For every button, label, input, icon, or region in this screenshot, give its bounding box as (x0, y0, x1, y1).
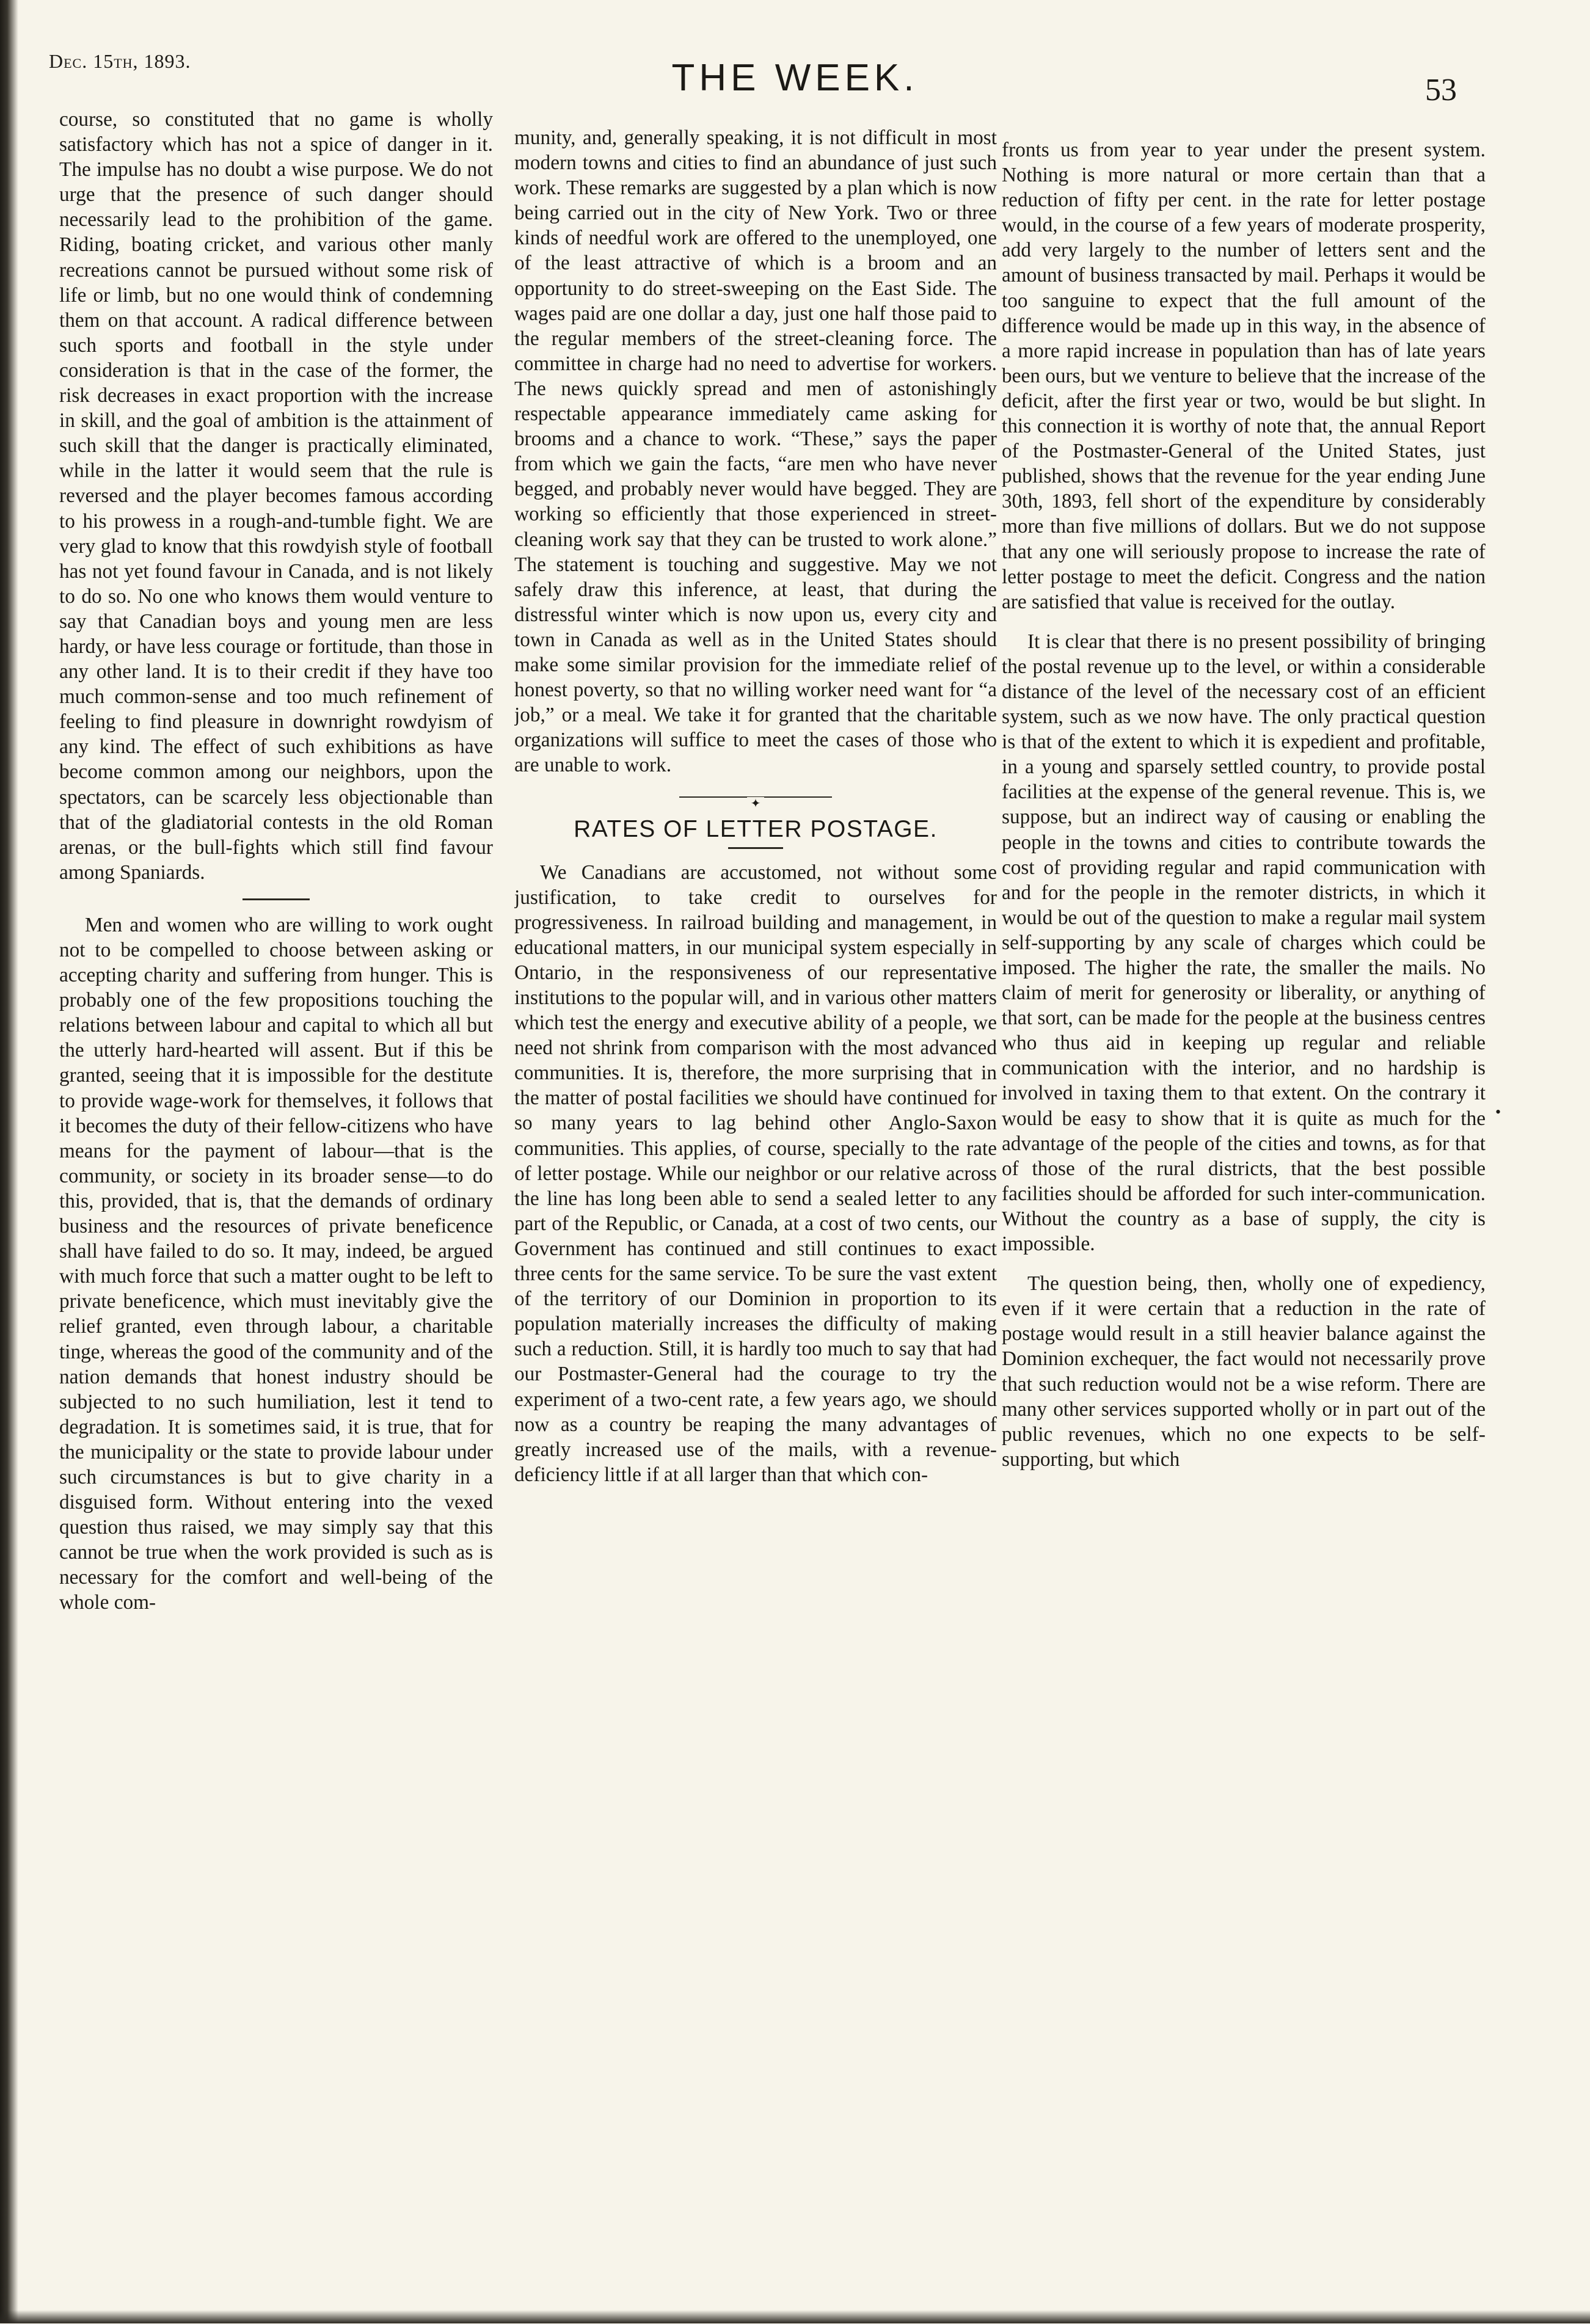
postage-continued-paragraph: fronts us from year to year under the present system. Nothing is more natural or more certain than that a reduction of fifty per cent. in the rate for letter postage would, in the course of a few years of moderate prosperity, add very largely to the number of letters sent and the amount of business transacted by mail. Perhaps it would be too sanguine to expect that the full amount of the difference would be made up in this way, in the absence of a more rapid increase in population than has of late years been ours, but we venture to believe that the increase of the deficit, after the first year or two, would be but slight. In this connection it is worthy of note that, the annual Report of the Postmaster-General of the United States, just published, shows that the revenue for the year ending June 30th, 1893, fell short of the expenditure by considerably more than five millions of dollars. But we do not suppose that any one will seriously propose to increase the rate of letter postage to meet the deficit. Congress and the nation are satisfied that value is received for the outlay. (1002, 139, 1486, 613)
postal-revenue-paragraph: It is clear that there is no present possibility of bringing the postal revenue up to the level, or within a considerable distance of the level of the necessary cost of an efficient system, such as we now have. The only practical question is that of the extent to which it is expedient and profitable, in a young and sparsely settled country, to provide postal facilities at the expense of the general revenue. This is, we suppose, but an indirect way of causing or enabling the people in the towns and cities to contribute towards the cost of providing regular and rapid communication with and for the people in the remoter districts, in which it would be out of the question to make a regular mail system self-supporting by any scale of charges which could be imposed. The higher the rate, the smaller the mails. No claim of merit for generosity or liberality, or anything of that sort, can be made for the people at the business centres who thus aid in keeping up regular and reliable communication with the interior, and no hardship is involved in taxing them to that extent. On the contrary it would be easy to show that it is quite as much for the advantage of the people of the cities and towns, as for that of those of the rural districts, that the best possible facilities should be afforded for such inter-communication. Without the country as a base of supply, the city is impossible. (1002, 630, 1486, 1256)
publication-title: THE WEEK. (671, 57, 919, 99)
section-divider (243, 898, 310, 900)
page-bottom-edge (0, 2310, 1590, 2323)
postage-intro-paragraph: We Canadians are accustomed, not without some justification, to take credit to ourselves for progressiveness. In railroad building and management, in educational matters, in our municipal system especially in Ontario, in the responsiveness of our representative institutions to the popular will, and in various other matters which test the energy and executive ability of a people, we need not shrink from comparison with the most advanced communities. It is, therefore, the more surprising that in the matter of postal facilities we should have continued for so many years to lag behind other Anglo-Saxon communities. This applies, of course, specially to the rate of letter postage. While our neighbor or our relative across the line has long been able to send a sealed letter to any part of the Republic, or Canada, at a cost of two cents, our Government has continued and still continues to exact three cents for the same service. To be sure the vast extent of the territory of our Dominion in proportion to its population materially increases the difficulty of making such a reduction. Still, it is hardly too much to say that had our Postmaster-General had the courage to try the experiment of a two-cent rate, a few years ago, we should now as a country be reaping the many advantages of greatly increased use of the mails, with a revenue-deficiency little if at all larger than that which con- (514, 861, 997, 1486)
football-paragraph: course, so constituted that no game is wholly satisfactory which has not a spice of danger in it. The impulse has no doubt a wise purpose. We do not urge that the presence of such danger should necessarily lead to the prohibition of the game. Riding, boating cricket, and various other manly recreations cannot be pursued without some risk of life or limb, but no one would think of condemning them on that account. A radical difference between such sports and football in the style under consideration is that in the case of the former, the risk decreases in exact proportion with the increase in skill, and the goal of ambition is the attainment of such skill that the danger is practically eliminated, while in the latter it would seem that the rule is reversed and the player becomes famous according to his prowess in a rough-and-tumble fight. We are very glad to know that this rowdyish style of football has not yet found favour in Canada, and is not likely to do so. No one who knows them would venture to say that Canadian boys and young men are less hardy, or have less courage or fortitude, than those in any other land. It is to their credit if they have too much common-sense and too much refinement of feeling to find pleasure in downright rowdyism of any kind. The effect of such exhibitions as have become common among our neighbors, upon the spectators, can be scarcely less objectionable than that of the gladiatorial contests in the old Roman arenas, or the bull-fights which still find favour among Spaniards. (59, 108, 493, 884)
column-3 (1002, 137, 1486, 2324)
issue-date: Dec. 15th, 1893. (49, 50, 191, 72)
ornamental-divider: ✦ (514, 789, 997, 806)
page-header (0, 0, 1590, 122)
heading-rule (728, 847, 783, 849)
column-2 (514, 125, 997, 2312)
column-1 (59, 107, 493, 2293)
article-heading: RATES OF LETTER POSTAGE. (574, 816, 938, 843)
page-spine-shadow (0, 0, 18, 2323)
unemployed-paragraph: Men and women who are willing to work ought not to be compelled to choose between asking or accepting charity and suffering from hunger. This is probably one of the few propositions touching the relations between labour and capital to which all but the utterly hard-hearted will assent. But if this be granted, seeing that it is impossible for the destitute to provide wage-work for themselves, it follows that it becomes the duty of their fellow-citizens who have means for the payment of labour—that is the community, or society in its broader sense—to do this, provided, that is, that the demands of ordinary business and the resources of private beneficence shall have failed to do so. It may, indeed, be argued with much force that such a matter ought to be left to private beneficence, which must inevitably give the relief granted, even through labour, a charitable tinge, whereas the good of the community and of the nation demands that honest industry should be subjected to no such humiliation, lest it tend to degradation. It is sometimes said, it is true, that for the municipality or the state to provide labour under such circumstances is but to give charity in a disguised form. Without entering into the vexed question thus raised, we may simply say that this cannot be true when the work provided is such as is necessary for the comfort and well-being of the whole com- (59, 913, 493, 1614)
street-sweeping-paragraph: munity, and, generally speaking, it is not difficult in most modern towns and cities to find an abundance of just such work. These remarks are suggested by a plan which is now being carried out in the city of New York. Two or three kinds of needful work are offered to the unemployed, one of the least attractive of which is a broom and an opportunity to do street-sweeping on the East Side. The wages paid are one dollar a day, just one half those paid to the regular members of the street-cleaning force. The committee in charge had no need to advertise for workers. The news quickly spread and men of astonishingly respectable appearance immediately came asking for brooms and a chance to work. “These,” says the paper from which we gain the facts, “are men who have never begged, and probably never would have begged. They are working so efficiently that those experienced in street-cleaning work say that they can be trusted to work alone.” The statement is touching and suggestive. May we not safely draw this inference, at least, that during the distressful winter which is now upon us, every city and town in Canada as well as in the United States should make some similar provision for the immediate relief of honest poverty, so that no willing worker need want for “a job,” or a meal. We take it for granted that the charitable organizations will suffice to meet the cases of those who are unable to work. (514, 126, 997, 777)
margin-dot: • (1495, 1103, 1501, 1121)
page-number: 53 (1425, 73, 1457, 107)
expediency-paragraph: The question being, then, wholly one of expediency, even if it were certain that a reduction in the rate of postage would result in a still heavier balance against the Dominion exchequer, the fact would not necessarily prove that such reduction would not be a wise reform. There are many other services supported wholly or in part out of the public revenues, which no one expects to be self-supporting, but which (1002, 1272, 1486, 1471)
